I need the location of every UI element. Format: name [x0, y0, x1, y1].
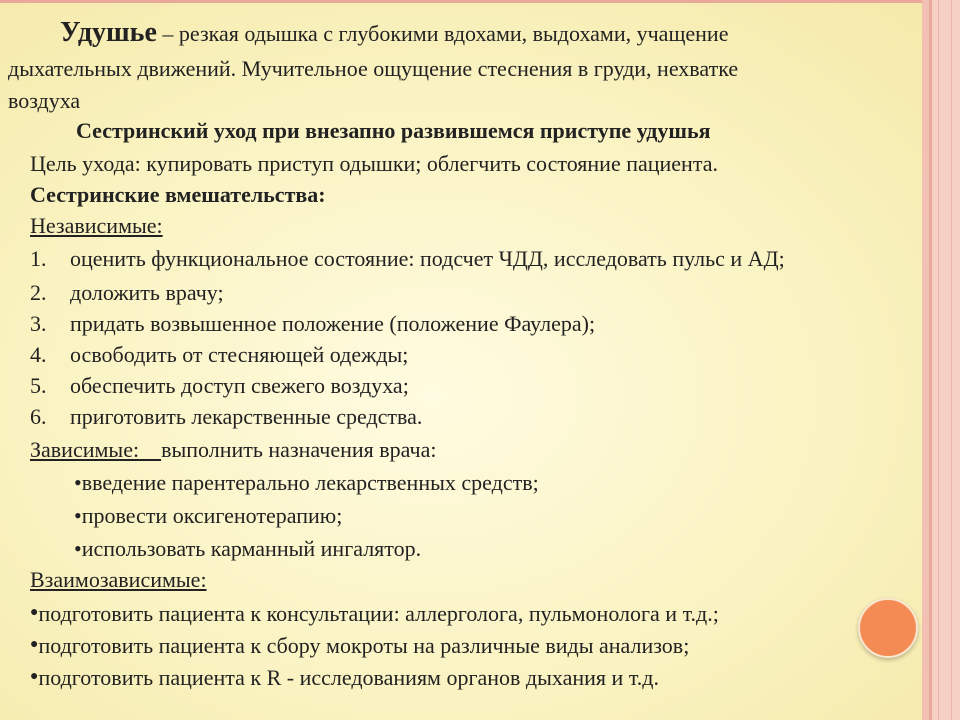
- list-item: [30, 342, 408, 368]
- bullet-icon: •: [74, 536, 82, 561]
- bullet-item-text: введение парентерально лекарственных средств;: [81, 470, 539, 495]
- bullet-item: [74, 503, 342, 529]
- list-number: 3.: [30, 311, 47, 336]
- bullet-icon: ●: [30, 637, 39, 652]
- list-item-text: обеспечить доступ свежего воздуха;: [70, 373, 409, 398]
- bullet-item: [74, 470, 539, 496]
- dependent-line: [30, 437, 437, 463]
- list-number: 4.: [30, 342, 47, 367]
- decor-stripe: [951, 0, 952, 720]
- bullet-item-text: подготовить пациента к сбору мокроты на различные виды анализов;: [38, 633, 690, 658]
- bullet-item-text: подготовить пациента к консультации: аллерголога, пульмонолога и т.д.;: [38, 601, 719, 626]
- bullet-icon: •: [74, 470, 82, 495]
- decor-stripe: [938, 0, 939, 720]
- bullet-item: [30, 632, 689, 659]
- bullet-item-text: подготовить пациента к R - исследованиям органов дыхания и т.д.: [38, 665, 659, 690]
- list-item: [30, 246, 785, 272]
- decor-stripe: [922, 0, 929, 720]
- list-item-text: придать возвышенное положение (положение Фаулера);: [70, 311, 596, 336]
- independent-label: Независимые:: [30, 213, 163, 238]
- definition-term: Удушье: [60, 17, 157, 48]
- dependent-label: Зависимые:: [30, 437, 140, 462]
- list-number: 5.: [30, 373, 47, 398]
- dependent-gap: [139, 437, 161, 462]
- bullet-item-text: провести оксигенотерапию;: [81, 503, 343, 528]
- bullet-icon: •: [74, 503, 82, 528]
- bullet-item-text: использовать карманный ингалятор.: [81, 536, 422, 561]
- list-item: [30, 280, 224, 306]
- list-number: 2.: [30, 280, 47, 305]
- interventions-title: Сестринские вмешательства:: [30, 182, 326, 207]
- definition-line-3: воздуха: [8, 88, 81, 113]
- bullet-item: [30, 600, 719, 627]
- dependent-text: выполнить назначения врача:: [161, 437, 437, 462]
- decor-stripe: [932, 0, 960, 720]
- definition-line-2: дыхательных движений. Мучительное ощущение стеснения в груди, нехватке: [8, 56, 739, 81]
- bullet-icon: ●: [30, 669, 39, 684]
- decor-circle: [858, 598, 918, 658]
- list-item-text: приготовить лекарственные средства.: [70, 404, 423, 429]
- section-heading: Сестринский уход при внезапно развившемся приступе удушья: [76, 118, 711, 143]
- list-item-text: освободить от стесняющей одежды;: [70, 342, 409, 367]
- list-item-text: доложить врачу;: [70, 280, 224, 305]
- bullet-icon: ●: [30, 605, 39, 620]
- definition-line-1: [60, 18, 728, 49]
- list-item-text: оценить функциональное состояние: подсчет ЧДД, исследовать пульс и АД;: [70, 246, 785, 271]
- list-number: 6.: [30, 404, 47, 429]
- interdependent-label: Взаимозависимые:: [30, 567, 207, 592]
- definition-text: – резкая одышка с глубокими вдохами, выдохами, учащение: [156, 21, 729, 46]
- bullet-item: [74, 536, 421, 562]
- top-border: [0, 0, 960, 3]
- list-item: [30, 373, 409, 399]
- list-number: 1.: [30, 246, 47, 271]
- care-goal: Цель ухода: купировать приступ одышки; облегчить состояние пациента.: [30, 151, 718, 176]
- bullet-item: [30, 664, 659, 691]
- list-item: [30, 311, 595, 337]
- list-item: [30, 404, 422, 430]
